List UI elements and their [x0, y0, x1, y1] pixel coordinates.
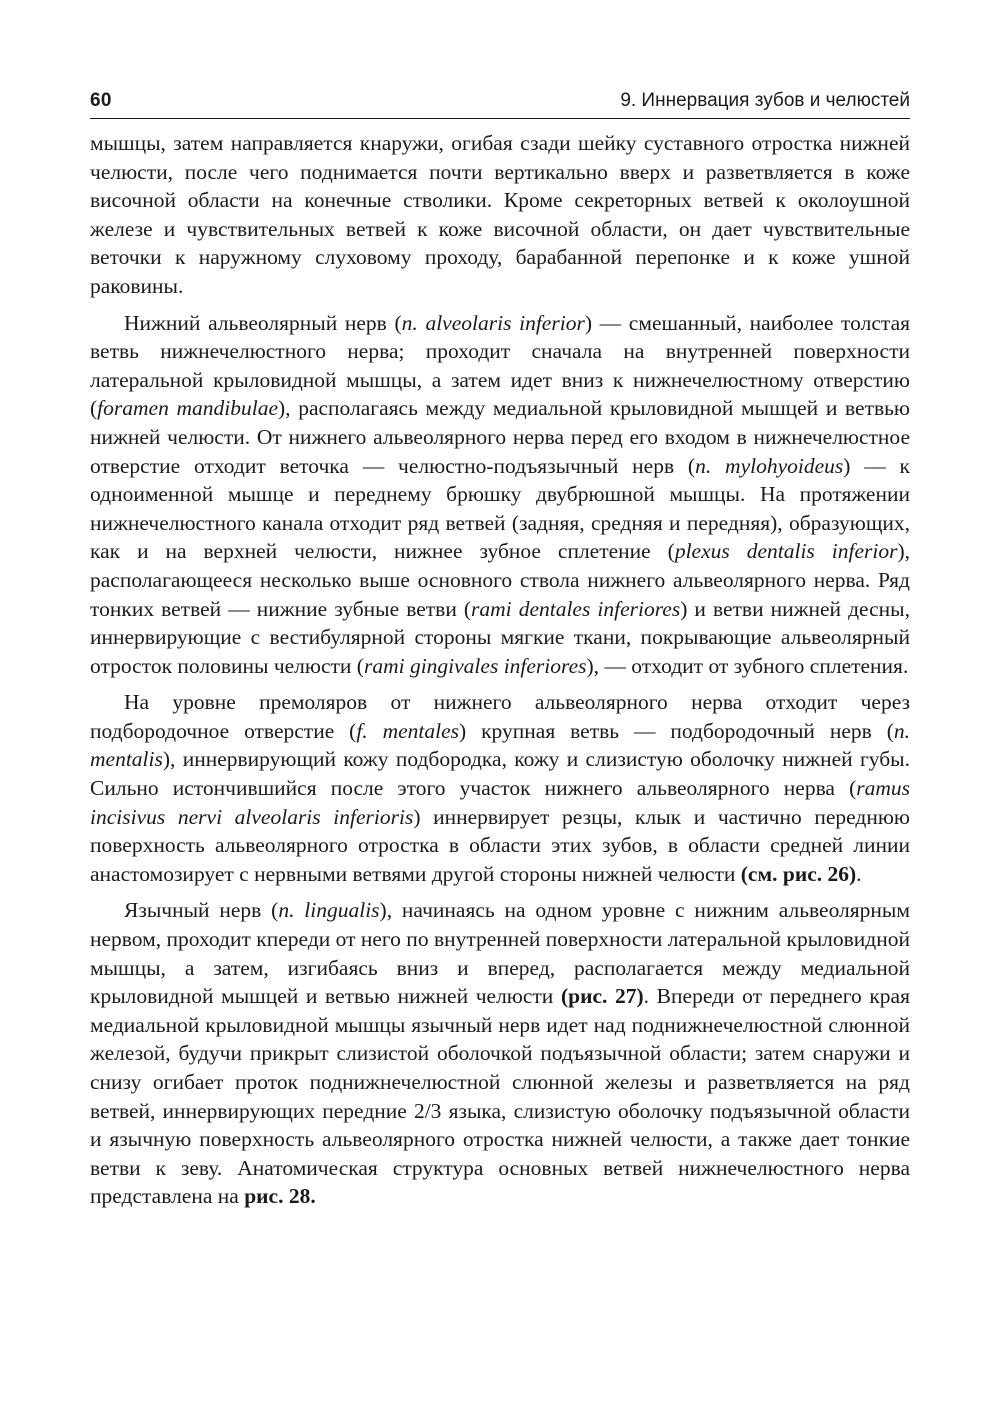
- latin-term: rami gingivales inferiores: [363, 653, 587, 678]
- figure-reference: (рис. 27): [560, 984, 644, 1009]
- book-page: [90, 86, 910, 1211]
- latin-term: n. mentalis: [90, 718, 911, 772]
- text-run: ) иннервирует резцы, клык и частично переднюю поверхность альвеолярного отростка в области этих зубов, в области средней линии анастомозирует с нервными ветвями другой стороны нижней челюсти: [90, 804, 910, 886]
- latin-term: n. alveolaris inferior: [401, 310, 585, 335]
- text-run: ) — к одноименной мышце и переднему брюшку двубрюшной мышцы. На протяжении нижнечелюстного канала отходит ряд ветвей (задняя, средняя и передняя), образующих, как и на верхней челюсти, нижнее зубное сплетение (: [90, 453, 911, 564]
- running-header: [90, 86, 910, 119]
- text-run: .: [856, 861, 862, 886]
- paragraph-text: мышцы, затем направляется кнаружи, огибая сзади шейку суставного отростка нижней челюсти, после чего поднимается почти вертикально вверх и разветвляется в коже височной области на конечные стволики. Кроме секреторных ветвей к околоушной железе и чувствительных ветвей к коже височной области, он дает чувствительные веточки к наружному слуховому проходу, барабанной перепонке и к коже ушной раковины.: [90, 131, 910, 298]
- text-run: На уровне премоляров от нижнего альвеолярного нерва отходит через подбородочное отверстие (: [90, 690, 910, 743]
- latin-term: n. lingualis: [278, 898, 380, 923]
- paragraph-1: [90, 129, 910, 301]
- latin-term: plexus dentalis inferior: [674, 539, 898, 564]
- page-body: [90, 129, 910, 1211]
- latin-term: ramus incisivus nervi alveolaris inferioris: [90, 776, 910, 829]
- text-run: ) и ветви нижней десны, иннервирующие с вестибулярной стороны мягкие ткани, покрывающие альвеолярный отросток половины челюсти (: [90, 596, 910, 678]
- figure-reference: рис. 28.: [244, 1184, 316, 1209]
- text-run: ) крупная ветвь — подбородочный нерв (: [459, 718, 894, 743]
- paragraph-3: [90, 688, 910, 888]
- latin-term: rami dentales inferiores: [471, 596, 681, 621]
- text-run: ), — отходит от зубного сплетения.: [586, 653, 909, 678]
- latin-term: f. mentales: [356, 718, 460, 743]
- text-run: . Впереди от переднего края медиальной крыловидной мышцы язычный нерв идет над поднижнечелюстной слюнной железой, будучи прикрыт слизистой оболочкой подъязычной области; затем снаружи и снизу огибает проток поднижнечелюстной слюнной железы и разветвляется на ряд ветвей, иннервирующих передние 2/3 языка, слизистую оболочку подъязычной области и язычную поверхность альвеолярного отростка нижней челюсти, а также дает тонкие ветви к зеву. Анатомическая структура основных ветвей нижнечелюстного нерва представлена на: [90, 984, 910, 1209]
- text-run: Язычный нерв (: [124, 898, 279, 923]
- chapter-title: 9. Иннервация зубов и челюстей: [620, 90, 910, 111]
- text-run: ), иннервирующий кожу подбородка, кожу и слизистую оболочку нижней губы. Сильно истончившийся после этого участок нижнего альвеолярного нерва (: [90, 747, 910, 801]
- latin-term: n. mylohyoideus: [695, 453, 844, 478]
- page-number: 60: [90, 90, 112, 111]
- figure-reference: (см. рис. 26): [740, 861, 857, 886]
- latin-term: foramen mandibulae: [97, 396, 279, 421]
- text-run: ), начинаясь на одном уровне с нижним альвеолярным нервом, проходит кпереди от него по внутренней поверхности латеральной крыловидной мышцы, а затем, изгибаясь вниз и вперед, располагается между медиальной крыловидной мышцей и ветвью нижней челюсти: [90, 898, 910, 1009]
- text-run: ), располагающееся несколько выше основного ствола нижнего альвеолярного нерва. Ряд тонких ветвей — нижние зубные ветви (: [90, 539, 910, 621]
- paragraph-2: [90, 309, 910, 681]
- text-run: ) — смешанный, наиболее толстая ветвь нижнечелюстного нерва; проходит сначала на внутренней поверхности латеральной крыловидной мышцы, а затем идет вниз к нижнечелюстному отверстию (: [90, 310, 910, 421]
- text-run: ), располагаясь между медиальной крыловидной мышцей и ветвью нижней челюсти. От нижнего альвеолярного нерва перед его входом в нижнечелюстное отверстие отходит веточка — челюстно-подъязычный нерв (: [90, 396, 910, 478]
- text-run: Нижний альвеолярный нерв (: [124, 310, 402, 335]
- paragraph-4: [90, 896, 910, 1211]
